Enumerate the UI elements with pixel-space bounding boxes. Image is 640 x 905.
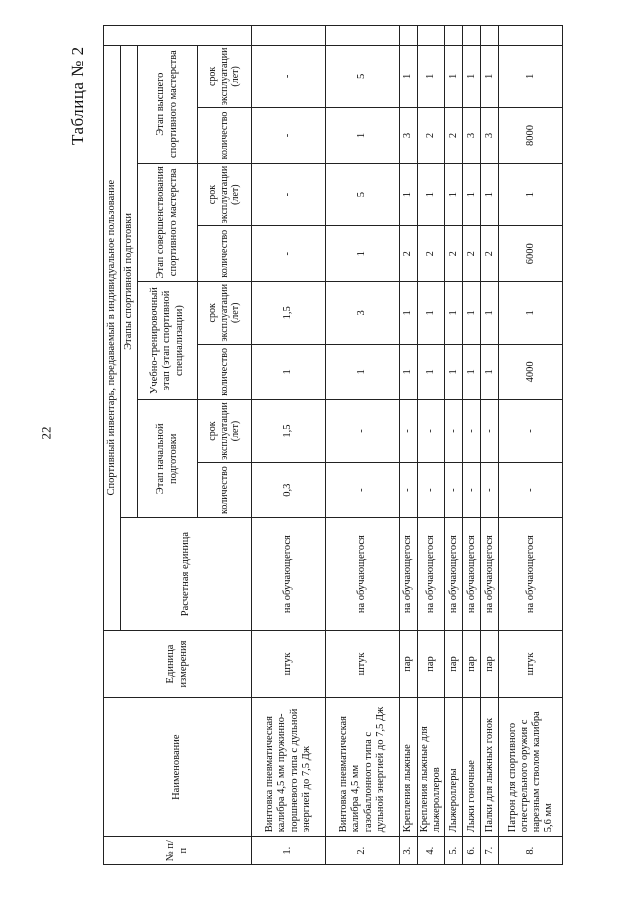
cell-value: - <box>499 400 563 463</box>
header-group: Спортивный инвентарь, передаваемый в индивидуальное пользование <box>104 45 121 630</box>
header-qty: количество <box>198 226 252 282</box>
cell-value: - <box>481 462 499 518</box>
cell-empty <box>463 26 481 46</box>
cell-name: Патрон для спортивного огнестрельного оружия с нарезным стволом калибра 5,6 мм <box>499 698 563 837</box>
cell-value: 1 <box>499 163 563 226</box>
cell-value: 8000 <box>499 108 563 164</box>
cell-value: - <box>418 462 445 518</box>
cell-value: 1 <box>481 281 499 344</box>
cell-value: 1 <box>400 281 418 344</box>
cell-name: Винтовка пневматическая калибра 4,5 мм газобаллонного типа с дульной энергией до 7,5 Дж <box>326 698 400 837</box>
cell-name: Палки для лыжных гонок <box>481 698 499 837</box>
cell-value: 3 <box>481 108 499 164</box>
cell-calc: на обучающегося <box>481 518 499 630</box>
cell-empty <box>481 26 499 46</box>
cell-value: 2 <box>418 226 445 282</box>
cell-value: - <box>252 163 326 226</box>
header-calc: Расчетная единица <box>121 518 252 630</box>
cell-value: 1,5 <box>252 281 326 344</box>
cell-value: 1 <box>463 163 481 226</box>
cell-empty <box>445 26 463 46</box>
cell-value: 1 <box>418 281 445 344</box>
cell-value: 3 <box>400 108 418 164</box>
table-row <box>445 26 463 865</box>
header-term: срок эксплуатации (лет) <box>198 281 252 344</box>
cell-name: Винтовка пневматическая калибра 4,5 мм пружинно-поршневого типа с дульной энергией до 7,5 Дж <box>252 698 326 837</box>
cell-value: - <box>252 45 326 108</box>
cell-unit: штук <box>499 630 563 697</box>
header-qty: количество <box>198 344 252 400</box>
cell-empty <box>400 26 418 46</box>
cell-value: 2 <box>445 226 463 282</box>
cell-num: 5. <box>445 837 463 865</box>
cell-value: - <box>463 400 481 463</box>
header-qty: количество <box>198 462 252 518</box>
cell-unit: пар <box>400 630 418 697</box>
cell-value: 1 <box>445 163 463 226</box>
cell-calc: на обучающегося <box>326 518 400 630</box>
cell-value: - <box>463 462 481 518</box>
header-num: № п/п <box>104 837 252 865</box>
cell-num: 7. <box>481 837 499 865</box>
cell-value: 2 <box>445 108 463 164</box>
cell-value: 5 <box>326 163 400 226</box>
cell-value: 1 <box>463 281 481 344</box>
cell-value: 2 <box>400 226 418 282</box>
cell-num: 8. <box>499 837 563 865</box>
cell-value: - <box>499 462 563 518</box>
table-row <box>252 26 326 865</box>
cell-value: - <box>326 400 400 463</box>
cell-value: 1 <box>445 45 463 108</box>
cell-value: - <box>445 462 463 518</box>
cell-value: - <box>252 108 326 164</box>
equipment-table <box>103 25 563 865</box>
cell-num: 6. <box>463 837 481 865</box>
cell-value: - <box>400 400 418 463</box>
header-term: срок эксплуатации (лет) <box>198 45 252 108</box>
cell-value: 1 <box>499 45 563 108</box>
cell-unit: штук <box>326 630 400 697</box>
table-row <box>499 26 563 865</box>
table-row <box>418 26 445 865</box>
cell-empty <box>418 26 445 46</box>
cell-num: 3. <box>400 837 418 865</box>
cell-value: - <box>481 400 499 463</box>
cell-calc: на обучающегося <box>499 518 563 630</box>
cell-value: 2 <box>463 226 481 282</box>
cell-value: - <box>326 462 400 518</box>
cell-value: 1 <box>418 344 445 400</box>
cell-name: Крепления лыжные <box>400 698 418 837</box>
cell-value: 1 <box>418 45 445 108</box>
cell-name: Крепления лыжные для лыжероллеров <box>418 698 445 837</box>
header-empty <box>104 26 252 46</box>
header-stages: Этапы спортивной подготовки <box>121 45 138 518</box>
cell-value: 1 <box>499 281 563 344</box>
cell-calc: на обучающегося <box>463 518 481 630</box>
cell-unit: пар <box>463 630 481 697</box>
cell-value: 6000 <box>499 226 563 282</box>
header-stage-1: Этап начальной подготовки <box>138 400 198 518</box>
header-stage-4: Этап высшего спортивного мастерства <box>138 45 198 163</box>
cell-value: 2 <box>418 108 445 164</box>
cell-empty <box>326 26 400 46</box>
cell-num: 2. <box>326 837 400 865</box>
cell-num: 4. <box>418 837 445 865</box>
cell-unit: пар <box>445 630 463 697</box>
table-row <box>463 26 481 865</box>
cell-unit: пар <box>481 630 499 697</box>
cell-value: 1 <box>463 344 481 400</box>
cell-calc: на обучающегося <box>252 518 326 630</box>
table-row <box>481 26 499 865</box>
cell-name: Лыжи гоночные <box>463 698 481 837</box>
page-number: 22 <box>38 426 54 440</box>
cell-value: - <box>252 226 326 282</box>
table-title: Таблица № 2 <box>68 46 87 145</box>
cell-value: 1 <box>326 108 400 164</box>
cell-unit: штук <box>252 630 326 697</box>
cell-empty <box>499 26 563 46</box>
cell-value: 1 <box>481 344 499 400</box>
cell-value: 1 <box>326 226 400 282</box>
cell-value: - <box>445 400 463 463</box>
cell-name: Лыжероллеры <box>445 698 463 837</box>
cell-value: 1 <box>400 45 418 108</box>
header-unit: Единица измерения <box>104 630 252 697</box>
cell-value: 0,3 <box>252 462 326 518</box>
cell-value: 1 <box>400 163 418 226</box>
cell-value: 1 <box>418 163 445 226</box>
cell-calc: на обучающегося <box>400 518 418 630</box>
cell-value: - <box>400 462 418 518</box>
header-term: срок эксплуатации (лет) <box>198 400 252 463</box>
cell-value: 5 <box>326 45 400 108</box>
cell-value: 1 <box>445 281 463 344</box>
cell-unit: пар <box>418 630 445 697</box>
cell-value: - <box>418 400 445 463</box>
cell-value: 1 <box>463 45 481 108</box>
cell-value: 1,5 <box>252 400 326 463</box>
header-qty: количество <box>198 108 252 164</box>
table-row <box>326 26 400 865</box>
cell-value: 1 <box>252 344 326 400</box>
header-term: срок эксплуатации (лет) <box>198 163 252 226</box>
cell-empty <box>252 26 326 46</box>
header-stage-3: Этап совершенствования спортивного мастерства <box>138 163 198 281</box>
cell-value: 1 <box>326 344 400 400</box>
cell-value: 1 <box>481 163 499 226</box>
table-row <box>400 26 418 865</box>
cell-value: 1 <box>445 344 463 400</box>
cell-value: 1 <box>400 344 418 400</box>
cell-num: 1. <box>252 837 326 865</box>
cell-calc: на обучающегося <box>418 518 445 630</box>
header-name: Наименование <box>104 698 252 837</box>
cell-calc: на обучающегося <box>445 518 463 630</box>
cell-value: 3 <box>326 281 400 344</box>
cell-value: 4000 <box>499 344 563 400</box>
cell-value: 3 <box>463 108 481 164</box>
cell-value: 1 <box>481 45 499 108</box>
cell-value: 2 <box>481 226 499 282</box>
table-body <box>252 26 563 865</box>
header-stage-2: Учебно-тренировочный этап (этап спортивной специализации) <box>138 281 198 399</box>
